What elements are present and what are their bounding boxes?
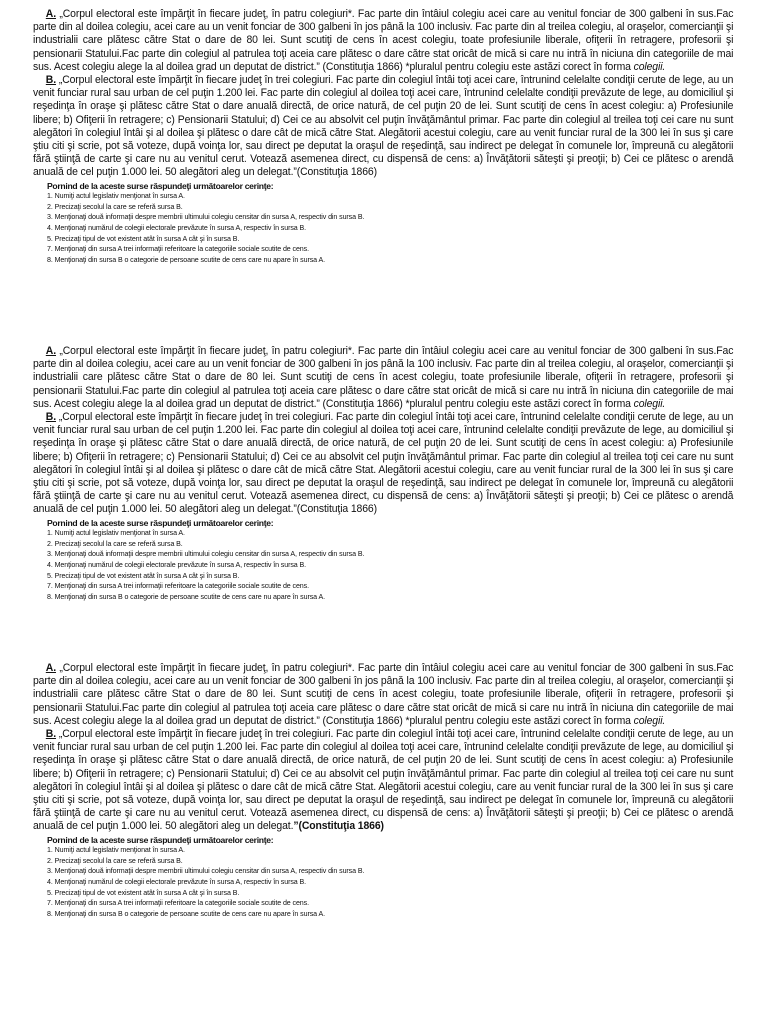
question-item: 8. Menţionaţi din sursa B o categorie de persoane scutite de cens care nu apare în sursa A. xyxy=(47,256,325,265)
question-item: 3. Menţionaţi două informaţii despre membrii ultimului colegiu censitar din sursa A, respectiv din sursa B. xyxy=(47,867,365,876)
questions-title: Pornind de la aceste surse răspundeţi următoarelor cerinţe: xyxy=(47,180,274,191)
questions-list xyxy=(47,528,733,603)
question-item: 1. Numiţi actul legislativ menţionat în sursa A. xyxy=(47,528,185,537)
questions-section xyxy=(47,518,733,603)
source-a-italic: colegii. xyxy=(633,60,666,73)
questions-list xyxy=(47,191,733,266)
question-item: 8. Menţionaţi din sursa B o categorie de persoane scutite de cens care nu apare în sursa A. xyxy=(47,910,325,919)
question-item: 2. Precizaţi secolul la care se referă sursa B. xyxy=(47,539,183,548)
question-item: 1. Numiţi actul legislativ menţionat în sursa A. xyxy=(47,845,185,854)
question-item: 4. Menţionaţi numărul de colegii electorale prevăzute în sursa A, respectiv în sursa B. xyxy=(47,560,307,569)
source-b-label: B. xyxy=(45,411,57,424)
question-item: 4. Menţionaţi numărul de colegii electorale prevăzute în sursa A, respectiv în sursa B. xyxy=(47,223,307,232)
questions-title: Pornind de la aceste surse răspundeţi următoarelor cerinţe: xyxy=(47,517,274,528)
source-a-text: „Corpul electoral este împărţit în fiecare judeţ, în patru colegiuri*. Fac parte din întâiul colegiu acei care au venitul fonciar de 300 galbeni în sus.Fac parte din al doilea colegiu, acei care au un venit fonciar de 300 galbeni în jos până la 100 inclusiv. Fac parte din al treilea colegiu, al oraşelor, comercianţii şi industrialii care plătesc către Stat o dare de 80 lei. Sunt scutiţi de cens în acest colegiu, toate profesiunile liberale, ofiţerii în retragere, profesorii şi pensionarii Statului.Fac parte din colegiul al patrulea toţi aceia care plătesc o dare către stat oricât de mică si care nu intră în niciuna din categoriile de mai sus. Acest colegiu alege la al doilea grad un deputat de district.” (Constituţia 1866) *pluralul pentru colegiu este astăzi corect în forma xyxy=(33,345,734,410)
source-b-text: „Corpul electoral este împărţit în fiecare judeţ în trei colegiuri. Fac parte din colegiul întâi toţi acei care, întrunind celelalte condiţii cerute de lege, au un venit funciar rural sau urban de cel puţin 1.200 lei. Fac parte din colegiul al doilea toţi acei care, întrunind celelalte condiţii prevăzute de lege, au domiciliul şi reşedinţa în oraşe şi plătesc către Stat o dare anuală directă, de orice natură, de cel puţin 20 de lei. Sunt scutiţi de cens în acest colegiu: a) Profesiunile libere; b) Ofiţerii în retragere; c) Pensionarii Statului; d) Cei ce au absolvit cel puţin învăţământul primar. Fac parte din colegiul al treilea toţi cei care nu sunt alegători în colegiul întâi şi al doilea şi plătesc o dare cât de mică către Stat. Alegătorii acestui colegiu, care au venit funciar rural de la 300 lei în sus şi care ştiu citi şi scrie, pot să voteze, după voinţa lor, sau direct pe deputat la oraşul de reşedinţă, sau indirect pe delegat în comunele lor, împreună cu alegătorii fără ştiinţă de carte şi care nu au venitul cerut. Votează asemenea direct, cu dispensă de cens: a) Învăţătorii săteşti şi preoţii; b) Cei ce plătesc o arendă anuală de cel puţin 1.000 lei. 50 alegători aleg un delegat.”(Constituţia 1866) xyxy=(33,411,734,516)
question-item: 2. Precizaţi secolul la care se referă sursa B. xyxy=(47,856,183,865)
question-item: 5. Precizaţi tipul de vot existent atât în sursa A cât şi în sursa B. xyxy=(47,234,240,243)
question-item: 1. Numiţi actul legislativ menţionat în sursa A. xyxy=(47,191,185,200)
question-item: 2. Precizaţi secolul la care se referă sursa B. xyxy=(47,202,183,211)
question-item: 7. Menţionaţi din sursa A trei informaţii referitoare la categoriile sociale scutite de cens. xyxy=(47,582,309,591)
source-b-label: B. xyxy=(45,74,57,87)
source-b-text: „Corpul electoral este împărţit în fiecare judeţ în trei colegiuri. Fac parte din colegiul întâi toţi acei care, întrunind celelalte condiţii cerute de lege, au un venit funciar rural sau urban de cel puţin 1.200 lei. Fac parte din colegiul al doilea toţi acei care, întrunind celelalte condiţii prevăzute de lege, au domiciliul şi reşedinţa în oraşe şi plătesc către Stat o dare anuală directă, de orice natură, de cel puţin 20 de lei. Sunt scutiţi de cens în acest colegiu: a) Profesiunile libere; b) Ofiţerii în retragere; c) Pensionarii Statului; d) Cei ce au absolvit cel puţin învăţământul primar. Fac parte din colegiul al treilea toţi cei care nu sunt alegători în colegiul întâi şi al doilea şi plătesc o dare cât de mică către Stat. Alegătorii acestui colegiu, care au venit funciar rural de la 300 lei în sus şi care ştiu citi şi scrie, pot să voteze, după voinţa lor, sau direct pe deputat la oraşul de reşedinţă, sau indirect pe delegat în comunele lor, împreună cu alegătorii fără ştiinţă de carte şi care nu au venitul cerut. Votează asemenea direct, cu dispensă de cens: a) Învăţătorii săteşti şi preoţii; b) Cei ce plătesc o arendă anuală de cel puţin 1.000 lei. 50 alegători aleg un delegat. xyxy=(33,728,734,833)
source-a-text: „Corpul electoral este împărţit în fiecare judeţ, în patru colegiuri*. Fac parte din întâiul colegiu acei care au venitul fonciar de 300 galbeni în sus.Fac parte din al doilea colegiu, acei care au un venit fonciar de 300 galbeni în jos până la 100 inclusiv. Fac parte din al treilea colegiu, al oraşelor, comercianţii şi industrialii care plătesc către Stat o dare de 80 lei. Sunt scutiţi de cens în acest colegiu, toate profesiunile liberale, ofiţerii în retragere, profesorii şi pensionarii Statului.Fac parte din colegiul al patrulea toţi aceia care plătesc o dare către stat oricât de mică si care nu intră în niciuna din categoriile de mai sus. Acest colegiu alege la al doilea grad un deputat de district.” (Constituţia 1866) *pluralul pentru colegiu este astăzi corect în forma xyxy=(33,662,734,727)
source-a-label: A. xyxy=(45,345,57,357)
question-item: 3. Menţionaţi două informaţii despre membrii ultimului colegiu censitar din sursa A, respectiv din sursa B. xyxy=(47,550,365,559)
source-b-paragraph xyxy=(33,728,733,834)
source-b-paragraph xyxy=(33,74,733,180)
question-item: 7. Menţionaţi din sursa A trei informaţii referitoare la categoriile sociale scutite de cens. xyxy=(47,245,309,254)
source-a-paragraph xyxy=(33,8,733,74)
questions-section xyxy=(47,835,733,920)
source-b-label: B. xyxy=(45,728,57,741)
source-a-label: A. xyxy=(45,8,57,20)
source-b-paragraph xyxy=(33,411,733,517)
exercise-block-3 xyxy=(33,662,733,920)
source-a-text: „Corpul electoral este împărţit în fiecare judeţ, în patru colegiuri*. Fac parte din întâiul colegiu acei care au venitul fonciar de 300 galbeni în sus.Fac parte din al doilea colegiu, acei care au un venit fonciar de 300 galbeni în jos până la 100 inclusiv. Fac parte din al treilea colegiu, al oraşelor, comercianţii şi industrialii care plătesc către Stat o dare de 80 lei. Sunt scutiţi de cens în acest colegiu, toate profesiunile liberale, ofiţerii în retragere, profesorii şi pensionarii Statului.Fac parte din colegiul al patrulea toţi aceia care plătesc o dare către stat oricât de mică si care nu intră în niciuna din categoriile de mai sus. Acest colegiu alege la al doilea grad un deputat de district.” (Constituţia 1866) *pluralul pentru colegiu este astăzi corect în forma xyxy=(33,8,734,73)
source-a-paragraph xyxy=(33,662,733,728)
question-item: 4. Menţionaţi numărul de colegii electorale prevăzute în sursa A, respectiv în sursa B. xyxy=(47,877,307,886)
source-a-paragraph xyxy=(33,345,733,411)
question-item: 7. Menţionaţi din sursa A trei informaţii referitoare la categoriile sociale scutite de cens. xyxy=(47,899,309,908)
source-a-italic: colegii. xyxy=(633,397,666,410)
source-a-label: A. xyxy=(45,662,57,674)
question-item: 8. Menţionaţi din sursa B o categorie de persoane scutite de cens care nu apare în sursa A. xyxy=(47,593,325,602)
question-item: 3. Menţionaţi două informaţii despre membrii ultimului colegiu censitar din sursa A, respectiv din sursa B. xyxy=(47,213,365,222)
source-b-bold-tail: ”(Constituţia 1866) xyxy=(293,820,384,833)
source-b-text: „Corpul electoral este împărţit în fiecare judeţ în trei colegiuri. Fac parte din colegiul întâi toţi acei care, întrunind celelalte condiţii cerute de lege, au un venit funciar rural sau urban de cel puţin 1.200 lei. Fac parte din colegiul al doilea toţi acei care, întrunind celelalte condiţii prevăzute de lege, au domiciliul şi reşedinţa în oraşe şi plătesc către Stat o dare anuală directă, de orice natură, de cel puţin 20 de lei. Sunt scutiţi de cens în acest colegiu: a) Profesiunile libere; b) Ofiţerii în retragere; c) Pensionarii Statului; d) Cei ce au absolvit cel puţin învăţământul primar. Fac parte din colegiul al treilea toţi cei care nu sunt alegători în colegiul întâi şi al doilea şi plătesc o dare cât de mică către Stat. Alegătorii acestui colegiu, care au venit funciar rural de la 300 lei în sus şi care ştiu citi şi scrie, pot să voteze, după voinţa lor, sau direct pe deputat la oraşul de reşedinţă, sau indirect pe delegat în comunele lor, împreună cu alegătorii fără ştiinţă de carte şi care nu au venitul cerut. Votează asemenea direct, cu dispensă de cens: a) Învăţătorii săteşti şi preoţii; b) Cei ce plătesc o arendă anuală de cel puţin 1.000 lei. 50 alegători aleg un delegat.”(Constituţia 1866) xyxy=(33,74,734,179)
questions-list xyxy=(47,845,733,920)
exercise-block-2 xyxy=(33,345,733,603)
questions-title: Pornind de la aceste surse răspundeţi următoarelor cerinţe: xyxy=(47,834,274,845)
source-a-italic: colegii. xyxy=(633,714,666,727)
question-item: 5. Precizaţi tipul de vot existent atât în sursa A cât şi în sursa B. xyxy=(47,571,240,580)
exercise-block-1 xyxy=(33,8,733,266)
question-item: 5. Precizaţi tipul de vot existent atât în sursa A cât şi în sursa B. xyxy=(47,888,240,897)
questions-section xyxy=(47,181,733,266)
